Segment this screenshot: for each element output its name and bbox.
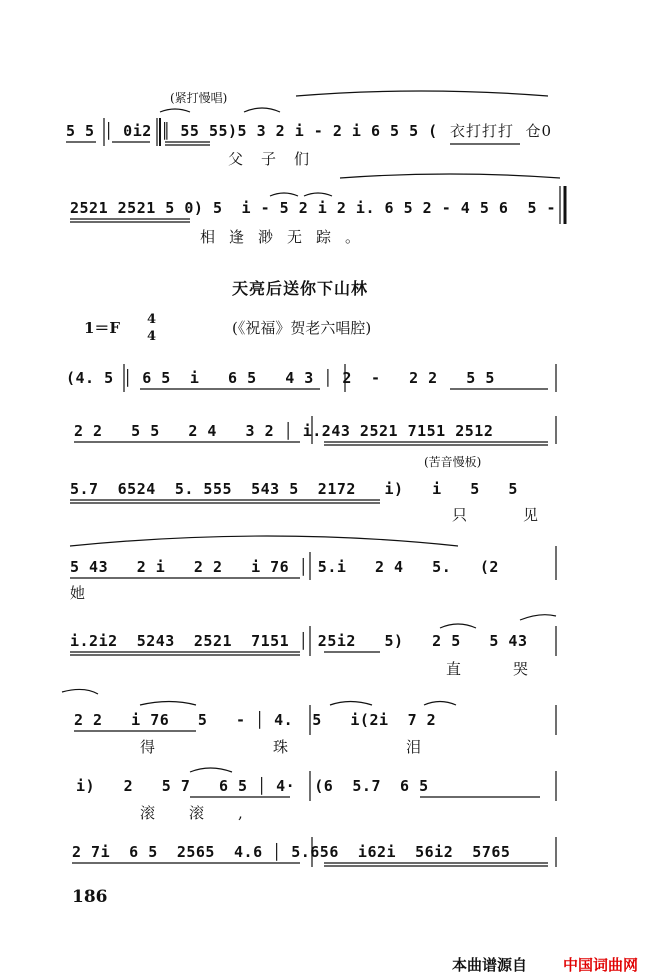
lyrics-line-1: 父子们 <box>228 150 328 168</box>
source-note: (《祝福》贺老六唱腔) <box>232 319 372 337</box>
lyrics-line-7: 直哭 <box>446 660 581 678</box>
lyrics-line-2: 相逢渺无踪。 <box>200 228 375 246</box>
tempo-annotation: (紧打慢唱) <box>170 91 228 105</box>
meter-top: 4 <box>147 312 157 327</box>
key-signature: 1＝F <box>84 319 121 337</box>
slur <box>270 193 298 196</box>
slur <box>340 174 560 178</box>
notation-line-7: i.2i2 5243 2521 7151 │ 25i2 5) 2 5 5 43 <box>70 632 528 650</box>
song-title: 天亮后送你下山林 <box>232 279 369 298</box>
slur <box>140 702 196 706</box>
notation-line-1-tail: 衣打打打 仓0 <box>450 122 553 140</box>
notation-line-2: 2521 2521 5 0) 5 i - 5 2 i 2 i. 6 5 2 - 4 5 6 5 - <box>70 199 557 217</box>
notation-line-4: 2 2 5 5 2 4 3 2 │ i.243 2521 7151 2512 <box>74 422 494 440</box>
lyrics-line-5: 只见 <box>452 506 595 524</box>
notation-line-6: 5 43 2 i 2 2 i 76 │ 5.i 2 4 5. (2 <box>70 558 499 576</box>
slur <box>62 689 98 694</box>
slur <box>424 702 456 706</box>
notation-line-1: 5 5 │ 0i2 ║ 55 55)5 3 2 i - 2 i 6 5 5 ( <box>66 122 438 140</box>
slur <box>190 768 232 772</box>
notation-line-9: i) 2 5 7 6 5 │ 4· (6 5.7 6 5 <box>76 777 429 795</box>
notation-line-3: (4. 5 │ 6 5 i 6 5 4 3 │ 2 - 2 2 5 5 <box>66 369 495 387</box>
notation-line-8: 2 2 i 76 5 - │ 4. 5 i(2i 7 2 <box>74 711 437 729</box>
slur <box>330 702 372 706</box>
slur <box>304 193 332 196</box>
slur <box>160 109 190 112</box>
slur <box>440 624 476 628</box>
notation-line-10: 2 7i 6 5 2565 4.6 │ 5.656 i62i 56i2 5765 <box>72 843 511 861</box>
notation-line-5: 5.7 6524 5. 555 543 5 2172 i) i 5 5 <box>70 480 518 498</box>
slur <box>296 91 548 96</box>
tempo-annotation-2: (苦音慢板) <box>424 455 482 469</box>
slur <box>244 108 280 112</box>
footer-source-label: 本曲谱源自 <box>452 956 528 974</box>
meter-bottom: 4 <box>147 329 157 344</box>
lyrics-line-9: 滚滚, <box>140 804 277 822</box>
footer-site-name: 中国词曲网 <box>563 956 639 974</box>
page-number: 186 <box>72 887 108 907</box>
slur <box>70 536 458 546</box>
slur <box>520 615 556 620</box>
lyrics-line-6: 她 <box>70 584 96 602</box>
lyrics-line-8: 得珠泪 <box>140 738 540 756</box>
